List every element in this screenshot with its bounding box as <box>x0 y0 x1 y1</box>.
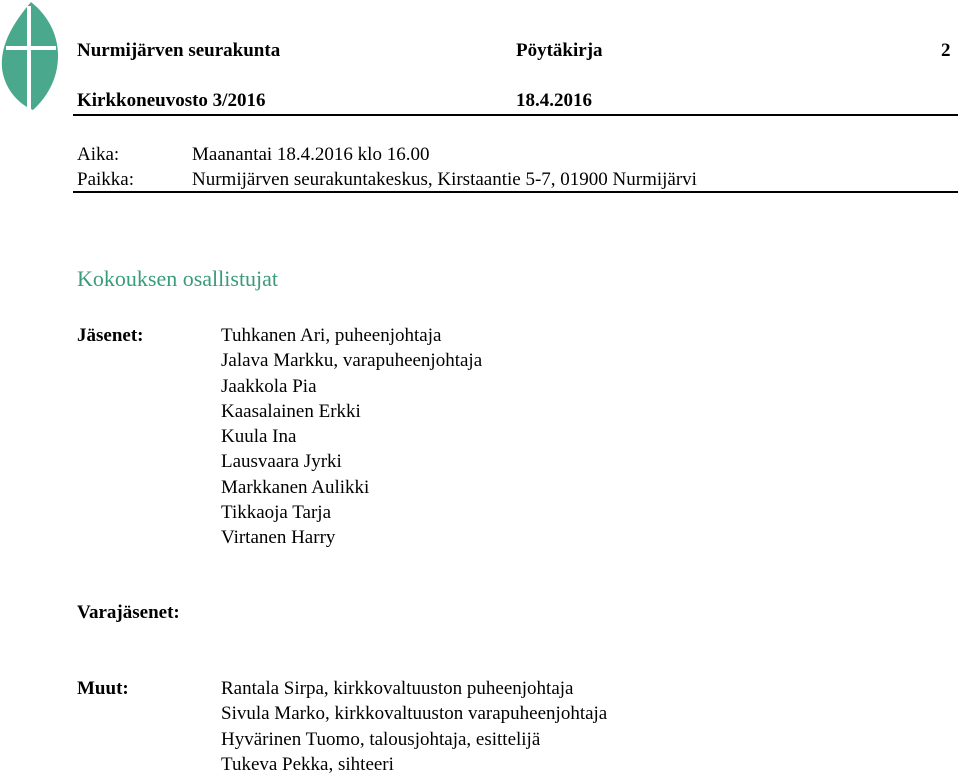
meeting-title: Kirkkoneuvosto 3/2016 <box>77 90 266 111</box>
section-title: Kokouksen osallistujat <box>77 266 279 291</box>
meeting-date: 18.4.2016 <box>516 90 592 111</box>
list-item: Markkanen Aulikki <box>221 476 370 498</box>
leaf-cross-icon <box>0 0 62 112</box>
list-item: Tukeva Pekka, sihteeri <box>221 753 394 775</box>
organization-name: Nurmijärven seurakunta <box>77 40 281 61</box>
page-number: 2 <box>941 40 951 61</box>
place-label: Paikka: <box>77 169 134 190</box>
list-item: Lausvaara Jyrki <box>221 451 342 473</box>
list-item: Jaakkola Pia <box>221 375 317 397</box>
time-label: Aika: <box>77 144 120 165</box>
time-value: Maanantai 18.4.2016 klo 16.00 <box>192 144 430 165</box>
others-list <box>221 676 607 777</box>
deputies-label: Varajäsenet: <box>77 602 180 623</box>
members-label: Jäsenet: <box>77 325 144 346</box>
list-item: Virtanen Harry <box>221 527 336 549</box>
parish-logo <box>0 0 62 112</box>
list-item: Kuula Ina <box>221 426 297 448</box>
header-divider <box>73 114 958 116</box>
list-item: Sivula Marko, kirkkovaltuuston varapuheenjohtaja <box>221 703 608 725</box>
others-label: Muut: <box>77 678 129 699</box>
meta-divider <box>73 191 958 193</box>
list-item: Jalava Markku, varapuheenjohtaja <box>221 350 483 372</box>
list-item: Rantala Sirpa, kirkkovaltuuston puheenjohtaja <box>221 678 574 699</box>
document-type: Pöytäkirja <box>516 40 603 61</box>
members-list <box>221 323 482 551</box>
list-item: Hyvärinen Tuomo, talousjohtaja, esittelijä <box>221 728 541 750</box>
list-item: Tikkaoja Tarja <box>221 502 332 524</box>
list-item: Tuhkanen Ari, puheenjohtaja <box>221 325 442 346</box>
list-item: Kaasalainen Erkki <box>221 400 361 422</box>
place-value: Nurmijärven seurakuntakeskus, Kirstaantie 5-7, 01900 Nurmijärvi <box>192 169 697 190</box>
